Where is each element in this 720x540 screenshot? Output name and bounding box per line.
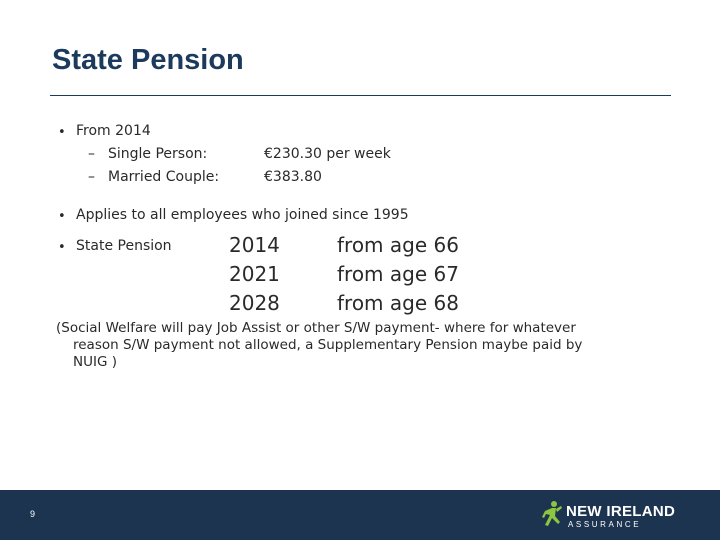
pension-age: from age 66 bbox=[337, 233, 459, 257]
bullet-marker: • bbox=[58, 125, 66, 140]
from-2014-label: From 2014 bbox=[76, 123, 151, 139]
page-number: 9 bbox=[30, 509, 36, 519]
bullet-marker: • bbox=[58, 240, 66, 255]
social-welfare-note bbox=[56, 320, 656, 371]
slide-title: State Pension bbox=[52, 44, 244, 76]
pension-age: from age 67 bbox=[337, 262, 459, 286]
bullet-marker: • bbox=[58, 209, 66, 224]
pension-year: 2028 bbox=[229, 291, 280, 315]
note-line: NUIG ) bbox=[73, 354, 117, 370]
pension-year: 2014 bbox=[229, 233, 280, 257]
applies-text: Applies to all employees who joined since 1995 bbox=[76, 207, 409, 223]
footer-bar bbox=[0, 490, 720, 540]
dash-marker: – bbox=[88, 146, 95, 162]
pension-age: from age 68 bbox=[337, 291, 459, 315]
logo-text-assurance: ASSURANCE bbox=[568, 520, 642, 529]
note-line: reason S/W payment not allowed, a Supplementary Pension maybe paid by bbox=[73, 337, 583, 353]
logo-text-new-ireland: NEW IRELAND bbox=[566, 503, 676, 520]
running-figure-icon bbox=[540, 500, 566, 530]
new-ireland-logo bbox=[540, 500, 700, 530]
title-divider bbox=[50, 95, 671, 96]
pension-year: 2021 bbox=[229, 262, 280, 286]
single-person-value: €230.30 per week bbox=[264, 146, 391, 162]
dash-marker: – bbox=[88, 169, 95, 185]
married-couple-label: Married Couple: bbox=[108, 169, 220, 185]
note-line: (Social Welfare will pay Job Assist or other S/W payment- where for whatever bbox=[56, 320, 576, 336]
married-couple-value: €383.80 bbox=[264, 169, 322, 185]
single-person-label: Single Person: bbox=[108, 146, 208, 162]
state-pension-label: State Pension bbox=[76, 238, 172, 254]
